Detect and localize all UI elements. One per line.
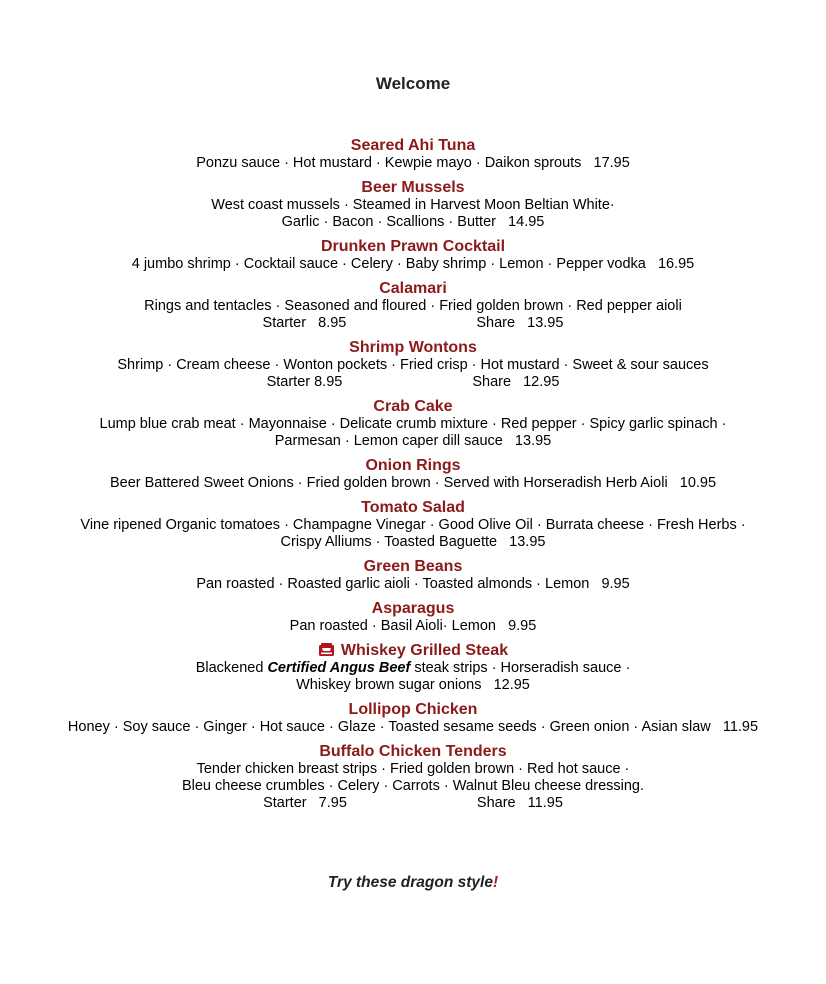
tagline-text: Try these dragon style [327, 874, 493, 891]
item-description: Rings and tentacles · Seasoned and floured · Fried golden brown · Red pepper aioli [144, 298, 682, 314]
share-price: Share 11.95 [476, 795, 563, 811]
item-name-text: Onion Rings [365, 457, 461, 474]
menu-list [0, 136, 826, 818]
item-name-text: Drunken Prawn Cocktail [320, 238, 506, 255]
menu-item [0, 397, 826, 450]
item-description: 4 jumbo shrimp · Cocktail sauce · Celery · Baby shrimp · Lemon · Pepper vodka 16.95 [131, 256, 695, 272]
price-row [0, 374, 826, 391]
item-description: West coast mussels · Steamed in Harvest Moon Beltian White· [211, 197, 615, 213]
tagline [0, 874, 826, 892]
item-name [0, 700, 826, 719]
item-name-text: Buffalo Chicken Tenders [319, 743, 507, 760]
item-description: Beer Battered Sweet Onions · Fried golden brown · Served with Horseradish Herb Aioli 10.95 [109, 475, 717, 491]
item-description: Whiskey brown sugar onions 12.95 [296, 677, 530, 693]
item-description: Pan roasted · Roasted garlic aioli · Toasted almonds · Lemon 9.95 [196, 576, 630, 592]
item-name [0, 599, 826, 618]
menu-item [0, 338, 826, 391]
price-row [0, 315, 826, 332]
item-name [0, 136, 826, 155]
item-name-text: Shrimp Wontons [349, 339, 477, 356]
starter-price: Starter 7.95 [263, 795, 347, 811]
desc-text: Blackened [195, 660, 268, 676]
item-name-text: Calamari [379, 280, 447, 297]
item-description: Tender chicken breast strips · Fried golden brown · Red hot sauce · [196, 761, 630, 777]
item-name [0, 397, 826, 416]
menu-item [0, 599, 826, 635]
menu-item [0, 237, 826, 273]
menu-item [0, 279, 826, 332]
share-price: Share 12.95 [472, 374, 560, 390]
item-name [0, 338, 826, 357]
item-name [0, 641, 826, 660]
item-name [0, 557, 826, 576]
certified-angus-beef-text: Certified Angus Beef [267, 660, 411, 676]
item-name [0, 279, 826, 298]
desc-text: steak strips · Horseradish sauce · [410, 660, 631, 676]
item-description: Lump blue crab meat · Mayonnaise · Delicate crumb mixture · Red pepper · Spicy garlic spinach · [99, 416, 727, 432]
item-description: Pan roasted · Basil Aioli· Lemon 9.95 [289, 618, 537, 634]
menu-item [0, 178, 826, 231]
menu-item [0, 136, 826, 172]
item-description [0, 660, 826, 677]
item-name-text: Lollipop Chicken [348, 701, 478, 718]
item-name-text: Whiskey Grilled Steak [340, 642, 509, 659]
item-name-text: Asparagus [371, 600, 455, 617]
item-name [0, 456, 826, 475]
tagline-mark: ! [492, 874, 499, 891]
item-name-text: Tomato Salad [361, 499, 465, 516]
item-description: Vine ripened Organic tomatoes · Champagne Vinegar · Good Olive Oil · Burrata cheese · Fresh Herbs · [80, 517, 746, 533]
menu-item [0, 557, 826, 593]
item-name-text: Seared Ahi Tuna [350, 137, 476, 154]
certified-angus-beef-badge-icon [318, 642, 335, 657]
menu-item [0, 498, 826, 551]
menu-item [0, 641, 826, 694]
starter-price: Starter 8.95 [262, 315, 347, 331]
item-description: Garlic · Bacon · Scallions · Butter 14.95 [281, 214, 545, 230]
item-name [0, 498, 826, 517]
item-description: Crispy Alliums · Toasted Baguette 13.95 [280, 534, 546, 550]
item-name [0, 178, 826, 197]
item-name [0, 742, 826, 761]
item-name [0, 237, 826, 256]
starter-price: Starter 8.95 [266, 374, 343, 390]
menu-item [0, 456, 826, 492]
menu-item [0, 700, 826, 736]
item-name-text: Crab Cake [373, 398, 453, 415]
item-description: Ponzu sauce · Hot mustard · Kewpie mayo · Daikon sprouts 17.95 [196, 155, 630, 171]
item-description: Parmesan · Lemon caper dill sauce 13.95 [274, 433, 552, 449]
item-name-text: Beer Mussels [361, 179, 465, 196]
price-row [0, 795, 826, 812]
item-description: Honey · Soy sauce · Ginger · Hot sauce · Glaze · Toasted sesame seeds · Green onion · Asian slaw 11.95 [67, 719, 759, 735]
share-price: Share 13.95 [476, 315, 564, 331]
menu-item [0, 742, 826, 812]
item-name-text: Green Beans [363, 558, 463, 575]
item-description: Bleu cheese crumbles · Celery · Carrots · Walnut Bleu cheese dressing. [181, 778, 645, 794]
item-description: Shrimp · Cream cheese · Wonton pockets · Fried crisp · Hot mustard · Sweet & sour sauces [117, 357, 709, 373]
page-heading: Welcome [375, 74, 451, 93]
